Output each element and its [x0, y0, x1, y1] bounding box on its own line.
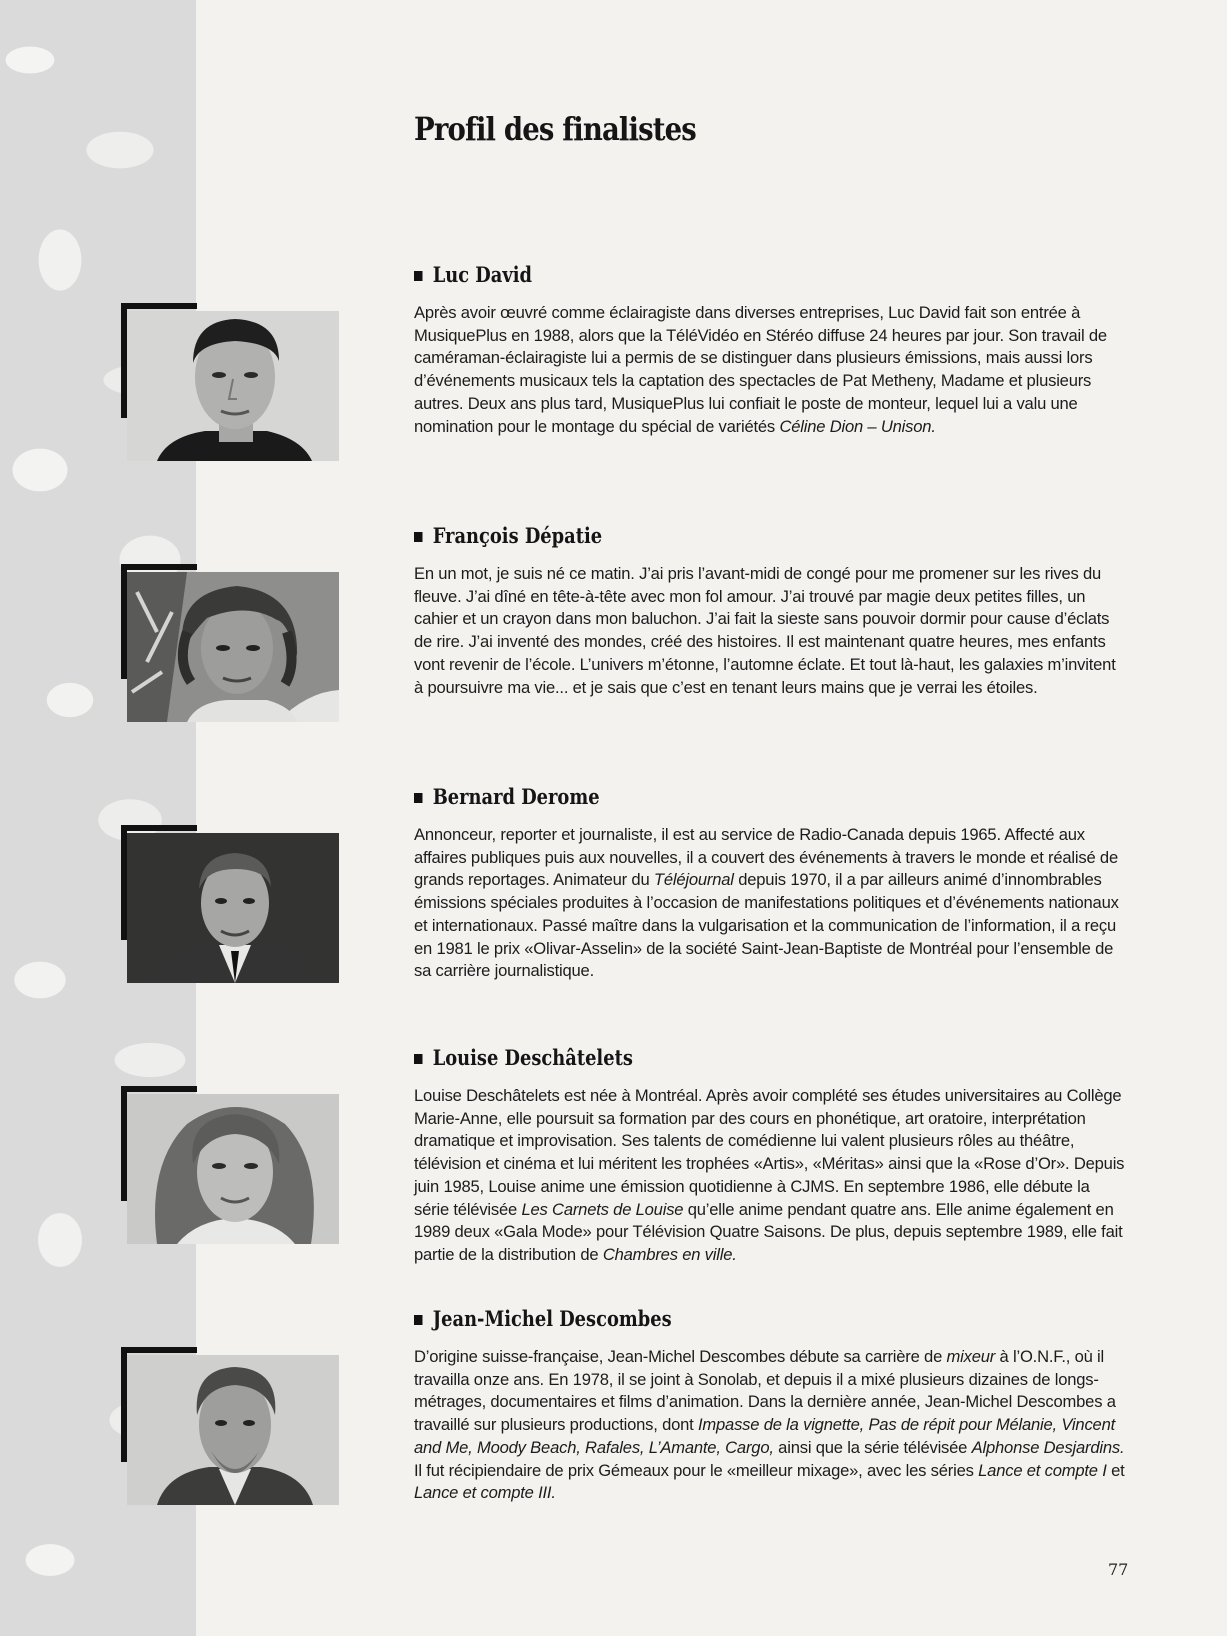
- portrait-photo: [127, 1094, 339, 1244]
- portrait-frame: [121, 1086, 339, 1244]
- bullet-square: [414, 532, 423, 542]
- portrait-photo: [127, 833, 339, 983]
- portrait-photo: [127, 311, 339, 461]
- portrait-photo: [127, 572, 339, 722]
- portrait-frame: [121, 825, 339, 983]
- portrait-frame: [121, 1347, 339, 1505]
- portrait-photo: [127, 1355, 339, 1505]
- finalist-bio: Louise Deschâtelets est née à Montréal. Après avoir complété ses études universitaires au Collège Marie-Anne, elle poursuit sa formation par des cours en phonétique, art oratoire, interprétation dramatique et improvisation. Ses talents de comédienne lui valent plusieurs rôles au théâtre, télévision et cinéma et lui méritent les trophées «Artis», «Méritas» ainsi que la «Rose d’Or». Depuis juin 1985, Louise anime une émission quotidienne à CJMS. En septembre 1986, elle débute la série télévisée Les Carnets de Louise qu’elle anime pendant quatre ans. Elle anime également en 1989 deux «Gala Mode» pour Télévision Quatre Saisons. De plus, depuis septembre 1989, elle fait partie de la distribution de Chambres en ville.: [414, 1086, 1125, 1264]
- portrait-frame: [121, 303, 339, 461]
- finalist-bio: En un mot, je suis né ce matin. J’ai pris l’avant-midi de congé pour me promener sur les rives du fleuve. J’ai dîné en tête-à-tête avec mon fol amour. J’ai trouvé par magie deux petites filles, un cahier et un crayon dans mon baluchon. J’ai fait la sieste sans pouvoir dormir pour cause d’éclats de rire. J’ai inventé des mondes, créé des histoires. Il est maintenant quatre heures, mes enfants vont revenir de l’école. L’univers m’étonne, l’automne éclate. Et tout là-haut, les galaxies m’invitent à poursuivre ma vie... et je sais que c’est en tenant leurs mains que je verrai les étoiles.: [414, 564, 1116, 697]
- bullet-square: [414, 1054, 423, 1064]
- finalist-name: Luc David: [414, 262, 532, 287]
- bullet-square: [414, 793, 423, 803]
- bullet-square: [414, 1315, 423, 1325]
- finalist-name: Jean-Michel Descombes: [414, 1306, 672, 1331]
- finalist-bio: Après avoir œuvré comme éclairagiste dans diverses entreprises, Luc David fait son entrée à MusiquePlus en 1988, alors que la TéléVidéo en Stéréo diffuse 24 heures par jour. Son travail de caméraman-éclairagiste lui a permis de se distinguer dans plusieurs émissions, mais aussi lors d’événements musicaux tels la captation des spectacles de Pat Metheny, Madame et plusieurs autres. Deux ans plus tard, MusiquePlus lui confiait le poste de monteur, lequel lui a valu une nomination pour le montage du spécial de variétés Céline Dion – Unison.: [414, 303, 1107, 436]
- page-number: 77: [1108, 1560, 1129, 1579]
- bullet-square: [414, 271, 423, 281]
- finalist-name: François Dépatie: [414, 523, 602, 548]
- finalist-name: Bernard Derome: [414, 784, 600, 809]
- page-title: Profil des finalistes: [414, 110, 696, 148]
- finalist-bio: Annonceur, reporter et journaliste, il est au service de Radio-Canada depuis 1965. Affecté aux affaires publiques puis aux nouvelles, il a couvert des événements à travers le monde et réalisé de grands reportages. Animateur du Téléjournal depuis 1970, il a par ailleurs animé d’innombrables émissions spéciales produites à l’occasion de manifestations politiques et d’événements nationaux et internationaux. Passé maître dans la vulgarisation et la communication de l’information, il a reçu en 1981 le prix «Olivar-Asselin» de la société Saint-Jean-Baptiste de Montréal pour l’ensemble de sa carrière journalistique.: [414, 825, 1119, 981]
- finalist-name: Louise Deschâtelets: [414, 1045, 633, 1070]
- portrait-frame: [121, 564, 339, 722]
- finalist-bio: D’origine suisse-française, Jean-Michel Descombes débute sa carrière de mixeur à l’O.N.F., où il travailla onze ans. En 1978, il se joint à Sonolab, et depuis il a mixé plusieurs dizaines de longs-métrages, documentaires et films d’animation. Dans la dernière année, Jean-Michel Descombes a travaillé sur plusieurs productions, dont Impasse de la vignette, Pas de répit pour Mélanie, Vincent and Me, Moody Beach, Rafales, L’Amante, Cargo, ainsi que la série télévisée Alphonse Desjardins. Il fut récipiendaire de prix Gémeaux pour le «meilleur mixage», avec les séries Lance et compte I et Lance et compte III.: [414, 1347, 1125, 1503]
